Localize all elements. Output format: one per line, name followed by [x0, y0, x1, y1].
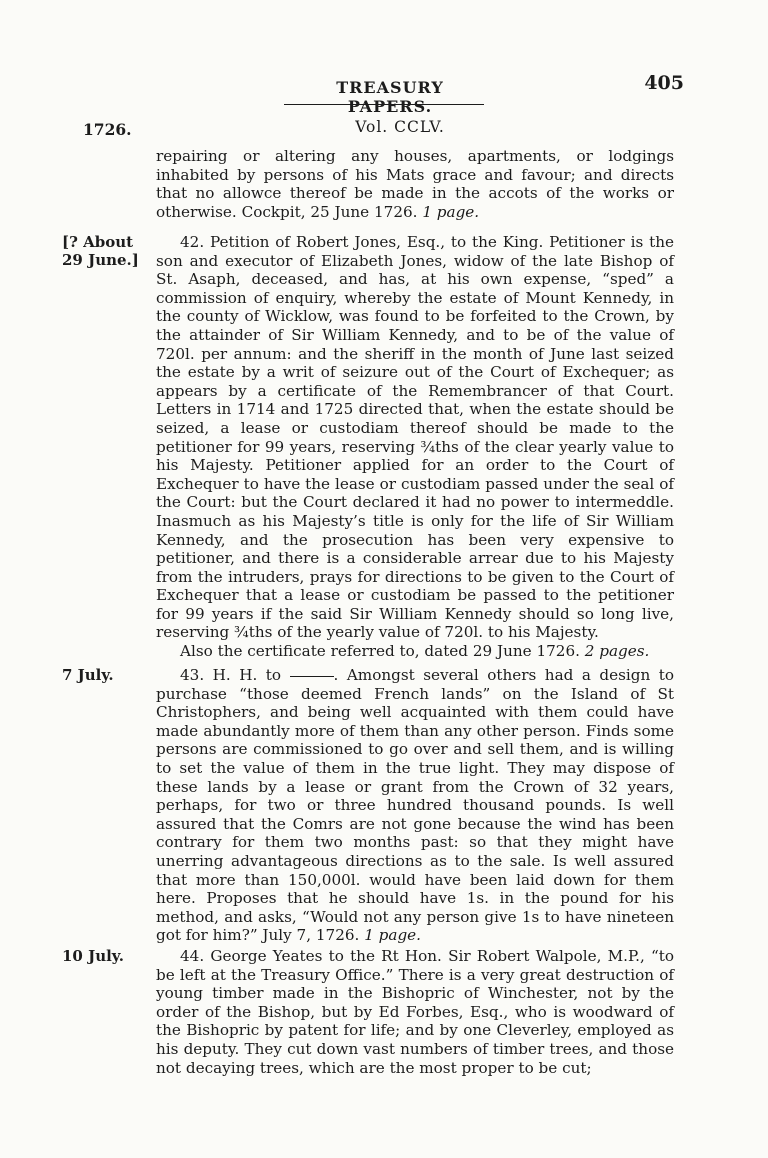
entry-text: 44. George Yeates to the Rt Hon. Sir Robert Walpole, M.P., “to be left at the Treasury Office.” There is a very great destruction of young timber made in the Bishopric of Winchester, not by the order of the Bishop, but by Ed Forbes, Esq., who is woodward of the Bishopric by patent for life; and by one Cleverley, employed as his deputy. They cut down vast numbers of timber trees, and those not decaying trees, which are the most proper to be cut; [156, 947, 674, 1077]
header-rule [284, 104, 484, 105]
entry-date: [? About 29 June.] [62, 233, 139, 269]
blank-dash [290, 676, 334, 677]
entry-text: . Amongst several others had a design to purchase “those deemed French lands” on the Island of St Christophers, and being well acquainted with them could have made abundantly more of them than any other person. Finds some persons are commissioned to go over and sell them, and is willing to set the value of them in the true light. They may dispose of these lands by a lease or grant from the Crown of 32 years, perhaps, for two or three hundred thousand pounds. Is well assured that the Comrs are not gone because the wind has been contrary for them two months past: so that they might have unerring advantageous directions as to the sale. Is well assured that more than 150,000l. would have been laid down for them here. Proposes that he should have 1s. in the pound for his method, and asks, “Would not any person give 1s to have nineteen got for him?” July 7, 1726. [156, 666, 675, 945]
pages-reference: 1 page. [422, 202, 480, 221]
page-number: 405 [644, 72, 684, 94]
entry-42 [156, 233, 674, 661]
running-title: TREASURY PAPERS. [336, 78, 444, 116]
entry-continuation [156, 147, 674, 221]
entry-43 [156, 666, 674, 945]
year-margin: 1726. [83, 120, 132, 139]
entry-text-lead: 43. H. H. to [180, 666, 282, 684]
pages-reference: 2 pages. [584, 642, 650, 661]
entry-addendum: Also the certificate referred to, dated 29 June 1726. [180, 642, 580, 661]
entry-text: repairing or altering any houses, apartments, or lodgings inhabited by persons of his Mats grace and favour; and directs that no allowce thereof be made in the accots of the works or otherwise. Cockpit, 25 June 1726. [156, 147, 674, 221]
entry-date: 10 July. [62, 947, 125, 965]
entry-44 [156, 947, 674, 1077]
entry-text: 42. Petition of Robert Jones, Esq., to the King. Petitioner is the son and executor of Elizabeth Jones, widow of the late Bishop of St. Asaph, deceased, and has, at his own expense, “sped” a commission of enquiry, whereby the estate of Mount Kennedy, in the county of Wicklow, was found to be forfeited to the Crown, by the attainder of Sir William Kennedy, and to be of the value of 720l. per annum: and the sheriff in the month of June last seized the estate by a writ of seizure out of the Court of Exchequer; as appears by a certificate of the Remembrancer of that Court. Letters in 1714 and 1725 directed that, when the estate should be seized, a lease or custodiam thereof should be made to the petitioner for 99 years, reserving ¾ths of the clear yearly value to his Majesty. Petitioner applied for an order to the Court of Exchequer to have the lease or custodiam passed under the seal of the Court: but the Court declared it had no power to intermeddle. Inasmuch as his Majesty’s title is only for the life of Sir William Kennedy, and the prosecution has been very expensive to petitioner, and there is a considerable arrear due to his Majesty from the intruders, prays for directions to be given to the Court of Exchequer that a lease or custodiam be passed to the petitioner for 99 years if the said Sir William Kennedy should so long live, reserving ¾ths of the yearly value of 720l. to his Majesty. [156, 233, 674, 642]
entry-date: 7 July. [62, 666, 114, 684]
pages-reference: 1 page. [364, 926, 421, 945]
volume-heading: Vol. CCLV. [355, 118, 445, 136]
